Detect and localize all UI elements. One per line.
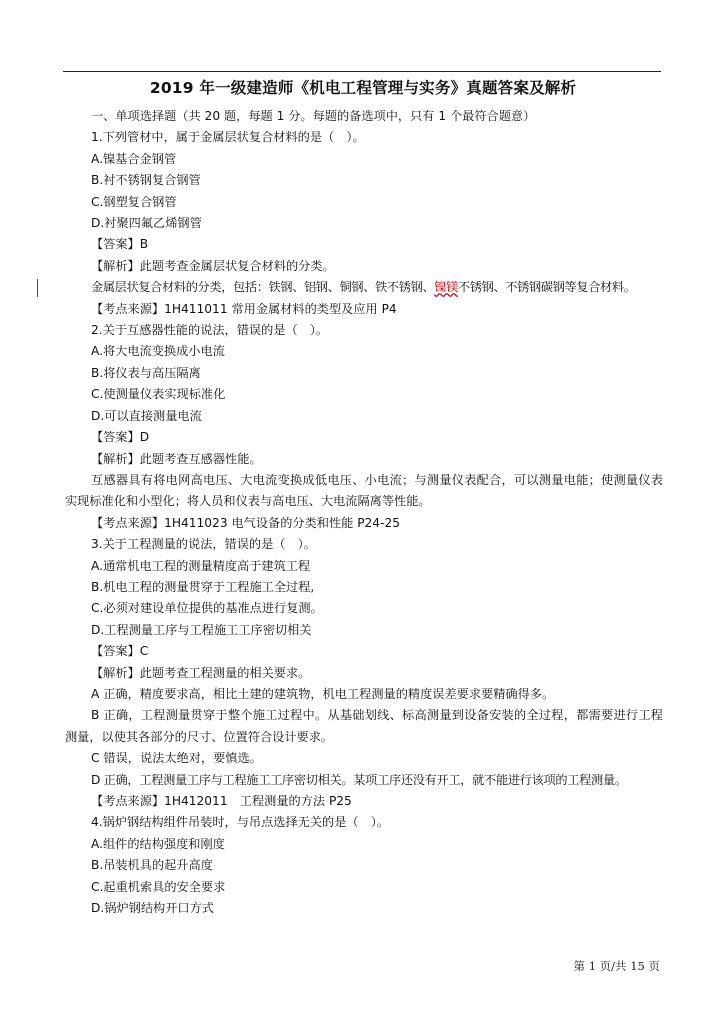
question-2-answer: 【答案】D — [91, 430, 150, 445]
spelling-flagged-text: 镍镁 — [434, 280, 458, 295]
page-title: 2019 年一级建造师《机电工程管理与实务》真题答案及解析 — [149, 79, 577, 97]
question-3-explanation-b: B 正确，工程测量贯穿于整个施工过程中。从基础划线、标高测量到设备安装的全过程，都需要进行工程测量，以使其各部分的尺寸、位置符合设计要求。 — [65, 708, 663, 744]
question-3-option-a: A.通常机电工程的测量精度高于建筑工程 — [91, 558, 311, 573]
question-4-option-b: B.吊装机具的起升高度 — [91, 858, 213, 873]
question-3-explanation-c: C 错误，说法太绝对，要慎选。 — [91, 751, 262, 766]
section-heading: 一、单项选择题（共 20 题，每题 1 分。每题的备选项中，只有 1 个最符合题意） — [91, 109, 536, 123]
text-cursor — [37, 279, 38, 297]
page-number-footer: 第 1 页/共 15 页 — [573, 959, 660, 973]
question-1-option-b: B.衬不锈钢复合钢管 — [91, 173, 201, 188]
header-rule — [63, 71, 661, 72]
question-3-answer: 【答案】C — [91, 644, 149, 659]
question-1-explanation — [65, 277, 663, 298]
question-2-analysis: 【解析】此题考查互感器性能。 — [91, 451, 262, 466]
question-2-source: 【考点来源】1H411023 电气设备的分类和性能 P24-25 — [91, 515, 400, 530]
question-2-option-b: B.将仪表与高压隔离 — [91, 365, 201, 380]
explanation-text: 金属层状复合材料的分类，包括：铁钢、铝钢、铜钢、铁不锈钢、 — [91, 280, 435, 295]
question-1-answer: 【答案】B — [91, 237, 149, 252]
question-3-stem: 3.关于工程测量的说法，错误的是（ ）。 — [91, 537, 316, 552]
question-3-option-b: B.机电工程的测量贯穿于工程施工全过程, — [91, 579, 315, 594]
question-3-option-d: D.工程测量工序与工程施工工序密切相关 — [91, 622, 312, 637]
question-1-option-c: C.钢塑复合钢管 — [91, 194, 177, 209]
question-4-option-a: A.组件的结构强度和刚度 — [91, 836, 225, 851]
question-4-option-d: D.锅炉钢结构开口方式 — [91, 901, 214, 916]
question-2-option-a: A.将大电流变换成小电流 — [91, 344, 225, 359]
document-body — [65, 106, 663, 919]
question-3-explanation-a: A 正确，精度要求高，相比土建的建筑物，机电工程测量的精度误差要求要精确得多。 — [91, 686, 555, 701]
question-1-option-a: A.镍基合金钢管 — [91, 151, 177, 166]
question-2-option-c: C.使测量仪表实现标准化 — [91, 387, 226, 402]
question-3-analysis: 【解析】此题考查工程测量的相关要求。 — [91, 665, 311, 680]
question-2-explanation: 互感器具有将电网高电压、大电流变换成低电压、小电流；与测量仪表配合，可以测量电能；使测量仪表实现标准化和小型化；将人员和仪表与高电压、大电流隔离等性能。 — [65, 472, 663, 509]
question-1-analysis: 【解析】此题考查金属层状复合材料的分类。 — [91, 258, 335, 273]
question-1-option-d: D.衬聚四氟乙烯钢管 — [91, 216, 202, 231]
question-4-option-c: C.起重机索具的安全要求 — [91, 879, 226, 894]
question-3-explanation-d: D 正确，工程测量工序与工程施工工序密切相关。某项工序还没有开工，就不能进行该项的工程测量。 — [91, 772, 627, 787]
question-4-stem: 4.锅炉钢结构组件吊装时，与吊点选择无关的是（ ）。 — [91, 815, 390, 830]
question-2-stem: 2.关于互感器性能的说法，错误的是（ ）。 — [91, 323, 329, 338]
explanation-text: 不锈钢、不锈钢碳钢等复合材料。 — [457, 280, 636, 295]
question-3-option-c: C.必须对建设单位提供的基准点进行复测。 — [91, 601, 323, 616]
question-1-source: 【考点来源】1H411011 常用金属材料的类型及应用 P4 — [91, 301, 397, 316]
question-3-source: 【考点来源】1H412011 工程测量的方法 P25 — [91, 794, 352, 808]
question-1-stem: 1.下列管材中，属于金属层状复合材料的是（ ）。 — [91, 130, 365, 145]
question-2-option-d: D.可以直接测量电流 — [91, 408, 202, 423]
